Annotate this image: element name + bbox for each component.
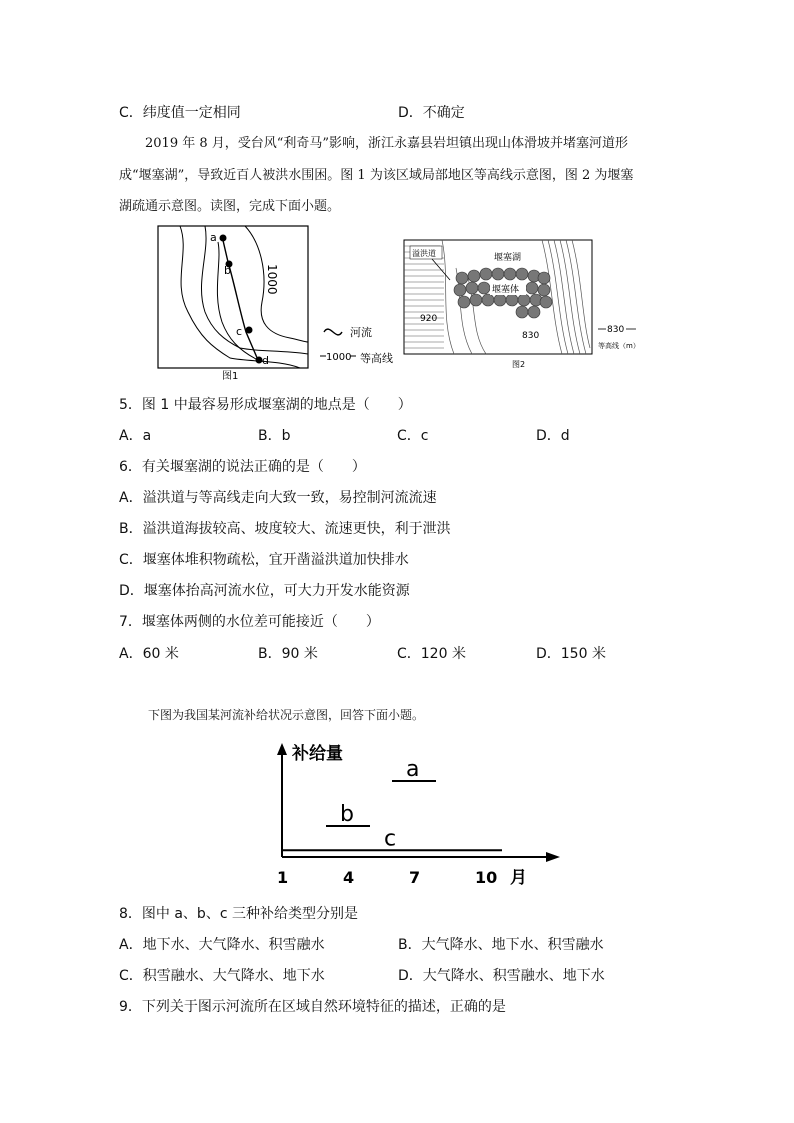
fig2-spillway: 溢洪道 xyxy=(412,249,436,258)
passage1-line3: 湖疏通示意图。读图，完成下面小题。 xyxy=(119,199,341,214)
figure2-dam-diagram xyxy=(402,238,642,370)
series-label-a: a xyxy=(406,757,420,782)
legend-contour-value: 1000 xyxy=(326,352,352,363)
passage2: 下图为我国某河流补给状况示意图，回答下面小题。 xyxy=(148,708,425,722)
x-tick-label: 4 xyxy=(343,868,355,887)
option-d-prev: D．不确定 xyxy=(398,105,465,121)
passage1-line1: 2019 年 8 月，受台风“利奇马”影响，浙江永嘉县岩坦镇出现山体滑坡并堵塞河道形 xyxy=(145,136,629,151)
fig1-point-b: b xyxy=(224,264,231,277)
fig1-point-a: a xyxy=(210,231,217,244)
y-axis-arrow-icon xyxy=(277,743,287,755)
recharge-chart xyxy=(262,735,562,895)
q9-stem: 9．下列关于图示河流所在区域自然环境特征的描述，正确的是 xyxy=(119,999,506,1015)
river-legend-icon xyxy=(324,329,342,335)
figure1-legend xyxy=(320,318,410,372)
x-axis-arrow-icon xyxy=(546,852,560,862)
fig1-point-c: c xyxy=(236,325,243,338)
x-tick-label: 10 xyxy=(475,868,498,887)
q8-option-a[interactable]: A．地下水、大气降水、积雪融水 xyxy=(119,937,325,953)
fig1-contour-1000: 1000 xyxy=(265,264,279,295)
q6-stem: 6．有关堰塞湖的说法正确的是（ ） xyxy=(119,459,366,475)
fig1-caption: 图1 xyxy=(222,371,239,382)
series-label-c: c xyxy=(384,826,397,852)
q8-stem: 8．图中 a、b、c 三种补给类型分别是 xyxy=(119,906,358,922)
legend-river: 河流 xyxy=(350,326,372,339)
q8-option-c[interactable]: C．积雪融水、大气降水、地下水 xyxy=(119,968,325,984)
fig2-920: 920 xyxy=(420,314,438,324)
q5-option-a[interactable]: A．a xyxy=(119,428,152,444)
q5-option-d[interactable]: D．d xyxy=(536,428,570,444)
series-label-b: b xyxy=(340,802,354,827)
fig1-point-d: d xyxy=(262,354,269,367)
q5-option-b[interactable]: B．b xyxy=(258,428,291,444)
legend-contour: 等高线 xyxy=(360,352,393,365)
fig2-legend-text: 等高线（m） xyxy=(598,342,640,350)
q5-stem: 5．图 1 中最容易形成堰塞湖的地点是（ ） xyxy=(119,397,412,413)
x-tick-label: 7 xyxy=(409,868,421,887)
fig2-lake: 堰塞湖 xyxy=(494,253,522,263)
q6-option-c[interactable]: C．堰塞体堆积物疏松，宜开凿溢洪道加快排水 xyxy=(119,552,409,568)
q7-option-a[interactable]: A．60 米 xyxy=(119,646,179,662)
figure1-contour-map xyxy=(150,222,320,382)
fig2-legend-value: 830 xyxy=(607,325,625,335)
q6-option-a[interactable]: A．溢洪道与等高线走向大致一致，易控制河流流速 xyxy=(119,490,437,506)
q6-option-b[interactable]: B．溢洪道海拔较高、坡度较大、流速更快，利于泄洪 xyxy=(119,521,451,537)
q7-option-d[interactable]: D．150 米 xyxy=(536,646,606,662)
passage1-line2: 成“堰塞湖”，导致近百人被洪水围困。图 1 为该区域局部地区等高线示意图，图 2 为堰塞 xyxy=(119,168,634,183)
x-tick-label: 1 xyxy=(277,868,289,887)
option-c-prev: C．纬度值一定相同 xyxy=(119,105,241,121)
q6-option-d[interactable]: D．堰塞体抬高河流水位，可大力开发水能资源 xyxy=(119,583,410,599)
q7-option-b[interactable]: B．90 米 xyxy=(258,646,318,662)
q8-option-b[interactable]: B．大气降水、地下水、积雪融水 xyxy=(398,937,604,953)
q7-option-c[interactable]: C．120 米 xyxy=(397,646,466,662)
x-axis-label: 月 xyxy=(510,868,527,888)
q5-option-c[interactable]: C．c xyxy=(397,428,429,444)
q8-option-d[interactable]: D．大气降水、积雪融水、地下水 xyxy=(398,968,605,984)
fig2-830: 830 xyxy=(522,331,540,341)
fig2-caption: 图2 xyxy=(512,360,526,369)
y-axis-label: 补给量 xyxy=(292,744,343,764)
q7-stem: 7．堰塞体两侧的水位差可能接近（ ） xyxy=(119,614,380,630)
fig2-dam: 堰塞体 xyxy=(492,285,520,295)
